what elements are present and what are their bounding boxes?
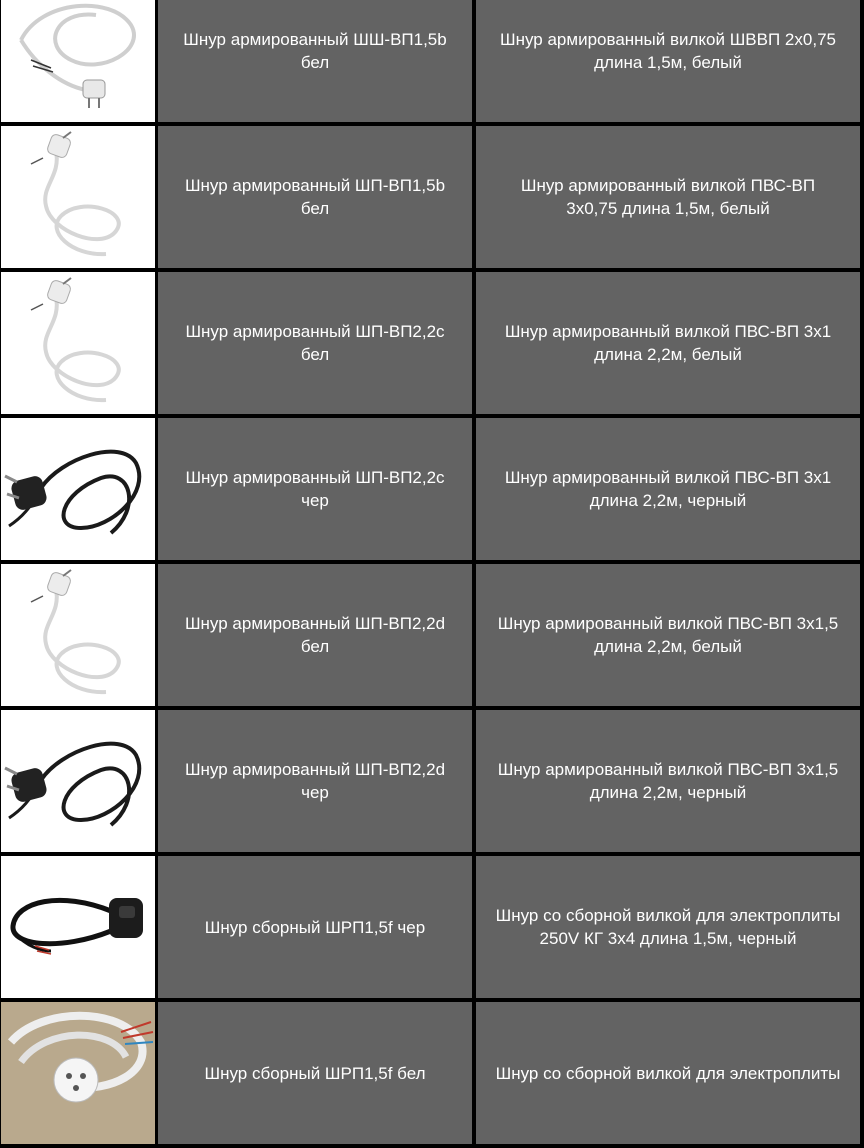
product-description: Шнур армированный вилкой ПВС-ВП 3х1,5 длина 2,2м, черный — [476, 710, 860, 852]
product-name: Шнур армированный ШП-ВП2,2c бел — [158, 272, 472, 414]
product-description: Шнур армированный вилкой ПВС-ВП 3х1 длина 2,2м, черный — [476, 418, 860, 560]
white-cord-icon — [1, 0, 155, 122]
product-description: Шнур армированный вилкой ПВС-ВП 3х1 длина 2,2м, белый — [476, 272, 860, 414]
table-row — [0, 0, 864, 122]
product-description: Шнур армированный вилкой ПВС-ВП 3х1,5 длина 2,2м, белый — [476, 564, 860, 706]
black-cord-icon — [1, 418, 155, 560]
product-description: Шнур со сборной вилкой для электроплиты — [476, 1002, 860, 1144]
table-row — [0, 126, 864, 268]
product-name: Шнур армированный ШП-ВП1,5b бел — [158, 126, 472, 268]
product-image-white-stove-cord — [1, 1002, 155, 1144]
product-image-white-cord — [1, 126, 155, 268]
product-image-white-flat-cord — [1, 0, 155, 122]
table-row — [0, 272, 864, 414]
table-row — [0, 418, 864, 560]
product-description: Шнур со сборной вилкой для электроплиты 250V КГ 3х4 длина 1,5м, черный — [476, 856, 860, 998]
table-row — [0, 564, 864, 706]
product-name: Шнур армированный ШП-ВП2,2c чер — [158, 418, 472, 560]
product-image-black-stove-cord — [1, 856, 155, 998]
black-stove-cord-icon — [1, 856, 155, 998]
white-stove-cord-icon — [1, 1002, 155, 1144]
product-image-black-cord — [1, 710, 155, 852]
product-description: Шнур армированный вилкой ПВС-ВП 3х0,75 длина 1,5м, белый — [476, 126, 860, 268]
table-row — [0, 1002, 864, 1144]
white-cord-icon — [1, 126, 155, 268]
product-name: Шнур армированный ШШ-ВП1,5b бел — [158, 0, 472, 122]
white-cord-icon — [1, 564, 155, 706]
black-cord-icon — [1, 710, 155, 852]
product-name: Шнур сборный ШРП1,5f чер — [158, 856, 472, 998]
product-image-white-cord — [1, 564, 155, 706]
table-row — [0, 856, 864, 998]
product-name: Шнур сборный ШРП1,5f бел — [158, 1002, 472, 1144]
product-name: Шнур армированный ШП-ВП2,2d чер — [158, 710, 472, 852]
product-description: Шнур армированный вилкой ШВВП 2х0,75 длина 1,5м, белый — [476, 0, 860, 122]
white-cord-icon — [1, 272, 155, 414]
table-row — [0, 710, 864, 852]
product-name: Шнур армированный ШП-ВП2,2d бел — [158, 564, 472, 706]
product-image-white-cord — [1, 272, 155, 414]
product-image-black-cord — [1, 418, 155, 560]
